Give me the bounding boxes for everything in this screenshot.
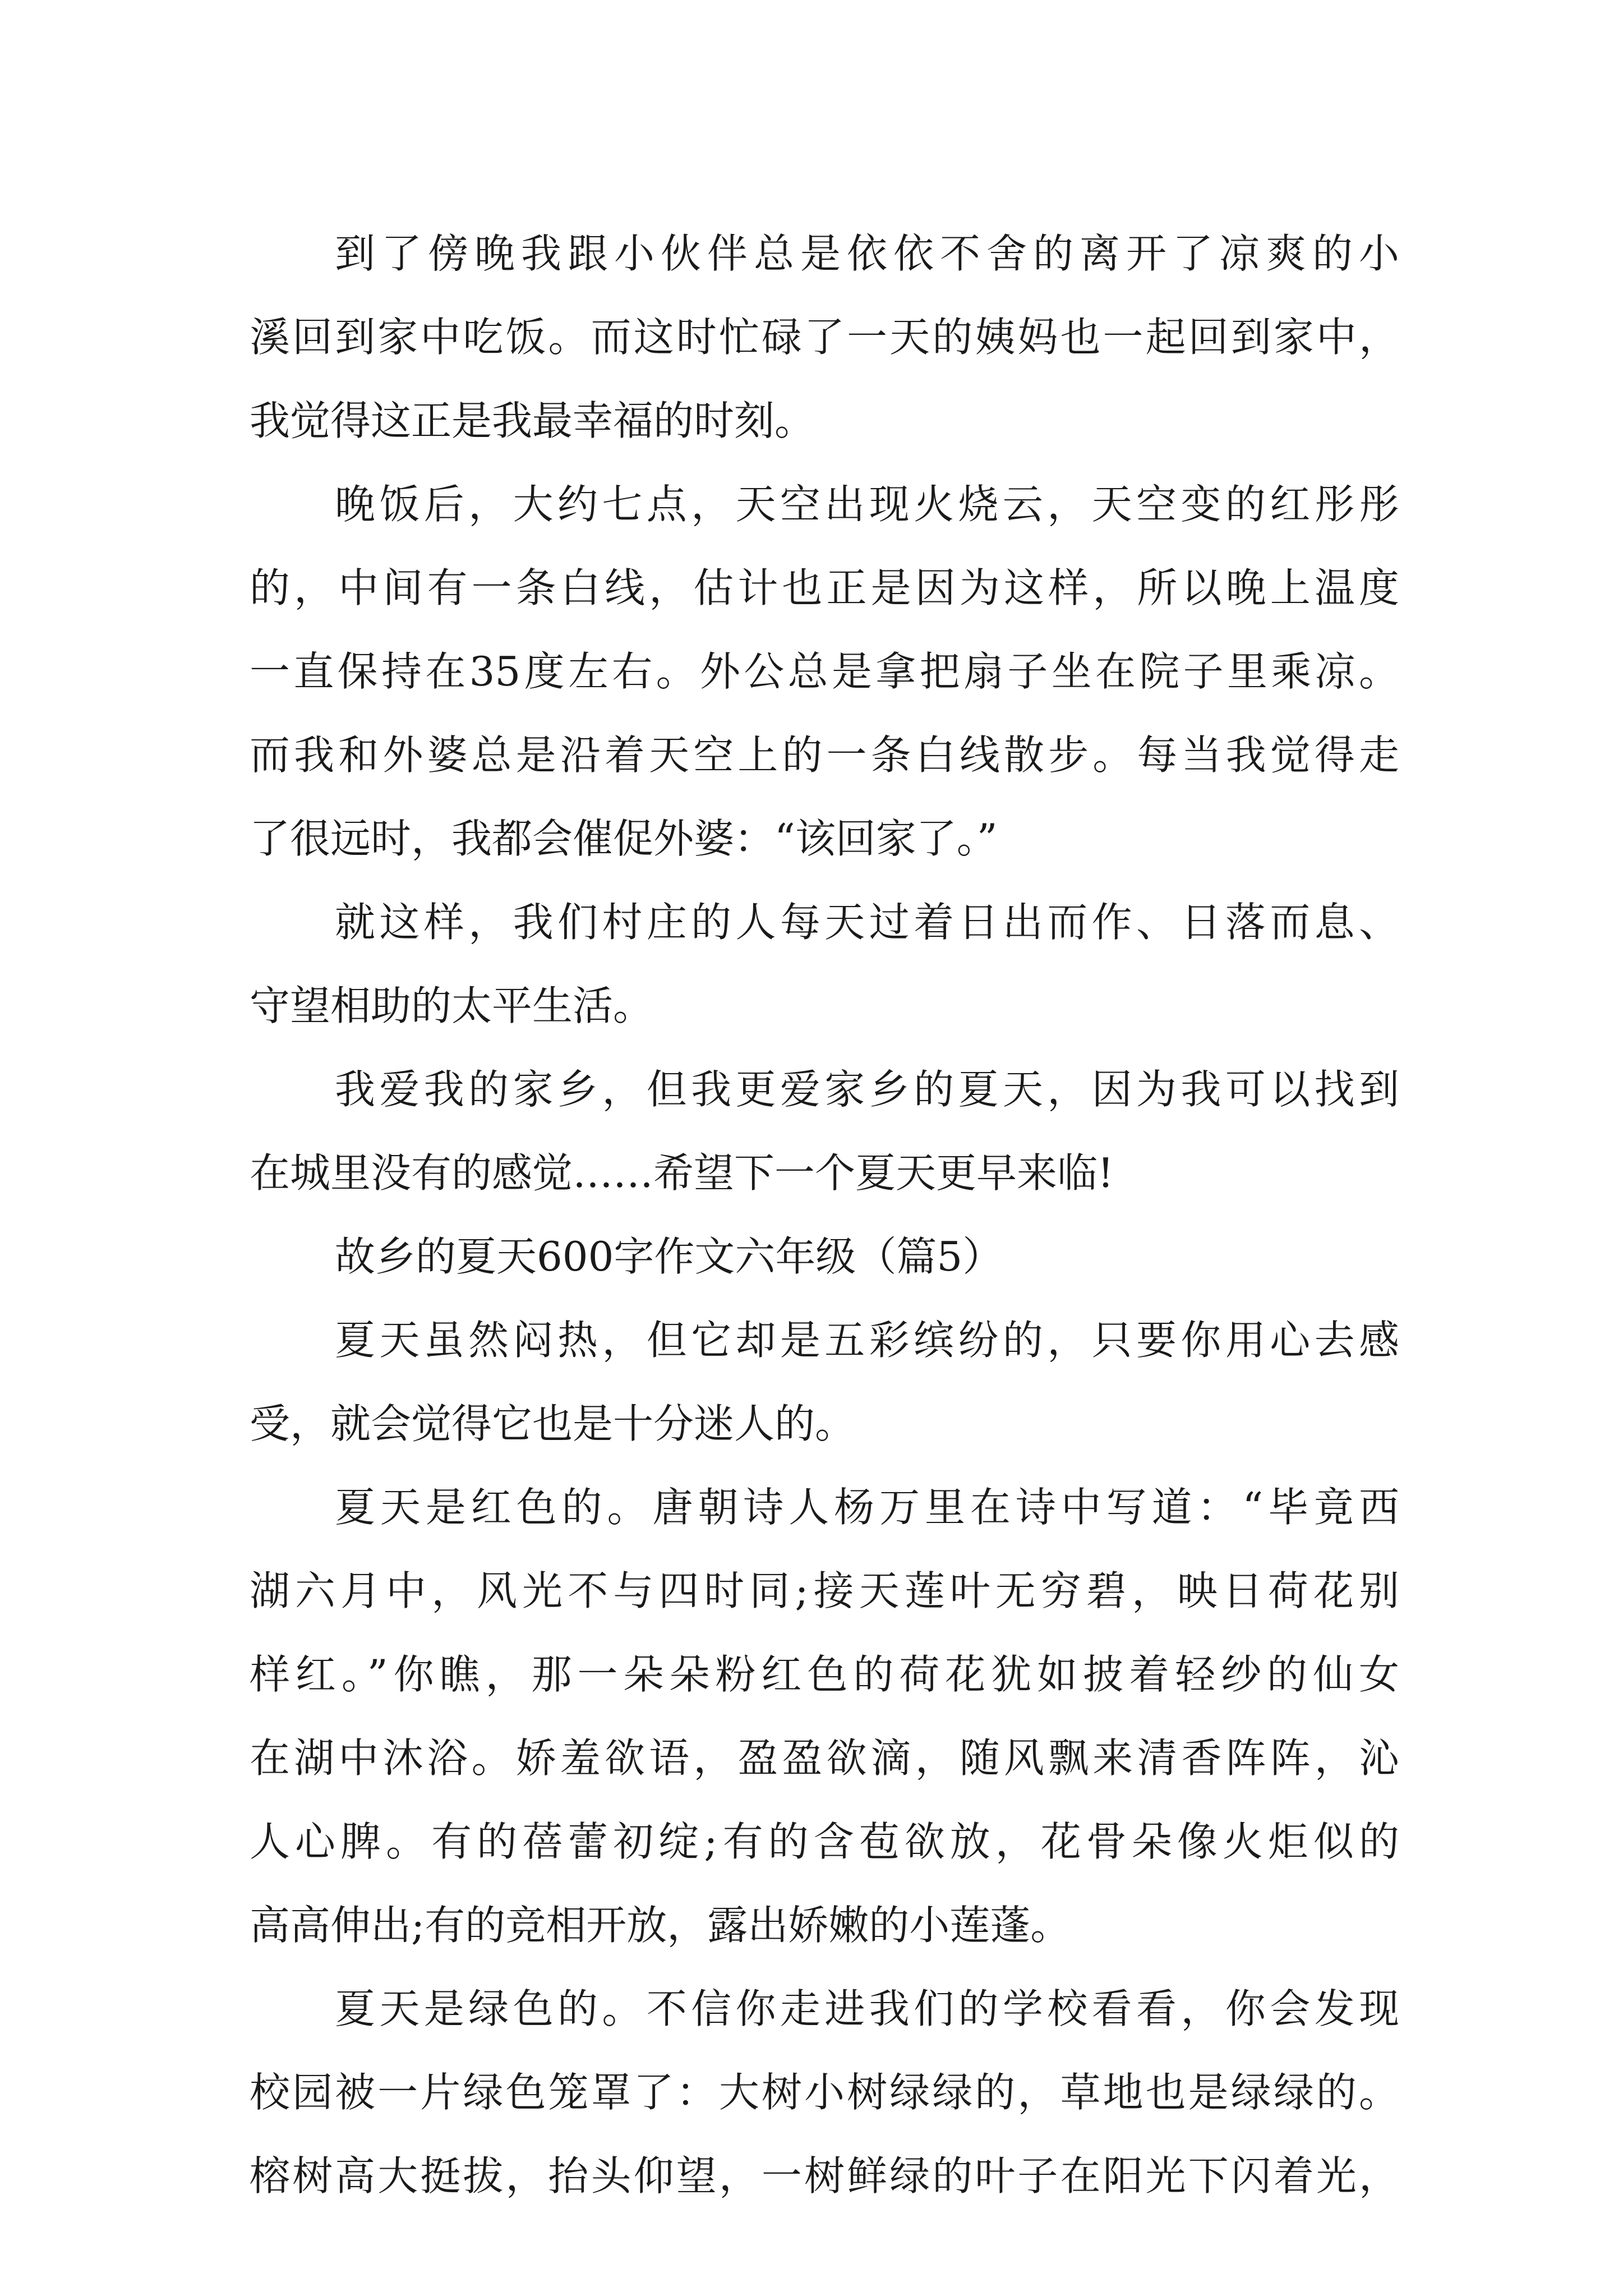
text-line: 夏天是绿色的。不信你走进我们的学校看看，你会发现 <box>335 1985 1399 2032</box>
text-line: 夏天虽然闷热，但它却是五彩缤纷的，只要你用心去感 <box>335 1317 1399 1364</box>
text-line: 了很远时，我都会催促外婆：“该回家了。” <box>250 815 998 862</box>
text-line: 夏天是红色的。唐朝诗人杨万里在诗中写道：“毕竟西 <box>335 1484 1399 1531</box>
text-line: 人心脾。有的蓓蕾初绽;有的含苞欲放，花骨朵像火炬似的 <box>250 1818 1399 1865</box>
text-line: 晚饭后，大约七点，天空出现火烧云，天空变的红彤彤 <box>335 481 1399 528</box>
text-line: 样红。”你瞧，那一朵朵粉红色的荷花犹如披着轻纱的仙女 <box>250 1651 1399 1698</box>
text-line: 受，就会觉得它也是十分迷人的。 <box>250 1400 856 1447</box>
text-line: 的，中间有一条白线，估计也正是因为这样，所以晚上温度 <box>250 564 1399 611</box>
text-line: 就这样，我们村庄的人每天过着日出而作、日落而息、 <box>335 899 1399 946</box>
text-line: 我觉得这正是我最幸福的时刻。 <box>250 397 815 444</box>
text-line: 高高伸出;有的竞相开放，露出娇嫩的小莲蓬。 <box>250 1902 1071 1949</box>
text-line: 校园被一片绿色笼罩了：大树小树绿绿的，草地也是绿绿的。 <box>250 2069 1399 2116</box>
text-line: 在湖中沐浴。娇羞欲语，盈盈欲滴，随风飘来清香阵阵，沁 <box>250 1734 1399 1782</box>
text-line: 溪回到家中吃饭。而这时忙碌了一天的姨妈也一起回到家中， <box>250 314 1399 361</box>
text-line: 榕树高大挺拔，抬头仰望，一树鲜绿的叶子在阳光下闪着光， <box>250 2152 1399 2200</box>
text-line: 而我和外婆总是沿着天空上的一条白线散步。每当我觉得走 <box>250 731 1399 779</box>
text-line: 守望相助的太平生活。 <box>250 982 654 1029</box>
text-line: 湖六月中，风光不与四时同;接天莲叶无穷碧，映日荷花别 <box>250 1567 1399 1614</box>
text-line: 我爱我的家乡，但我更爱家乡的夏天，因为我可以找到 <box>335 1066 1399 1113</box>
text-line: 一直保持在35度左右。外公总是拿把扇子坐在院子里乘凉。 <box>250 648 1399 695</box>
text-line: 到了傍晚我跟小伙伴总是依依不舍的离开了凉爽的小 <box>335 230 1399 277</box>
text-line: 在城里没有的感觉……希望下一个夏天更早来临! <box>250 1149 1114 1197</box>
document-body <box>250 212 1399 2218</box>
section-heading: 故乡的夏天600字作文六年级（篇5） <box>335 1233 1003 1280</box>
